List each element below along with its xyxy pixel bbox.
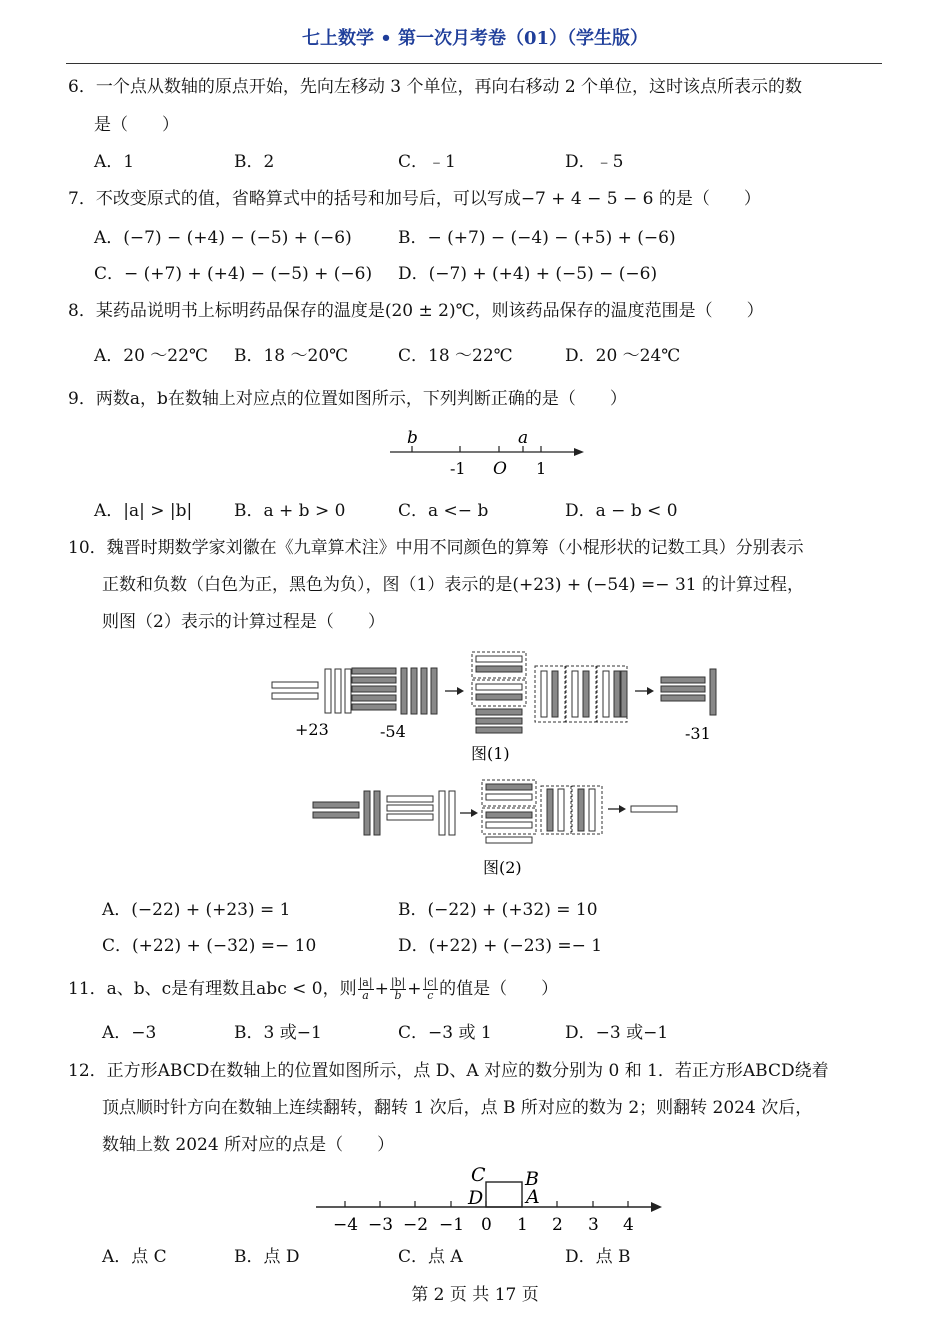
q12-arrow bbox=[651, 1202, 662, 1212]
q9-label-a: a bbox=[518, 428, 529, 448]
q12-option-c: C．点 A bbox=[398, 1247, 463, 1267]
q10-fig1-label-plus23: +23 bbox=[295, 720, 329, 739]
q8-option-d: D．20 ～24℃ bbox=[565, 346, 681, 366]
q6-option-a: A．1 bbox=[94, 152, 135, 172]
q11-option-d: D．−3 或−1 bbox=[565, 1023, 669, 1043]
q6-option-d: D．﹣5 bbox=[565, 152, 624, 172]
q10-stem-line3: 则图（2）表示的计算过程是（ ） bbox=[102, 612, 385, 632]
q12-tick-label: 2 bbox=[552, 1215, 563, 1235]
q12-option-a: A．点 C bbox=[102, 1247, 167, 1267]
q10-option-a: A．(−22) + (+23) = 1 bbox=[102, 900, 291, 920]
q9-option-a: A．|a| > |b| bbox=[94, 501, 193, 521]
q6-stem-line2: 是（ ） bbox=[94, 115, 179, 135]
q10-figure-1 bbox=[265, 647, 725, 767]
q8-option-c: C．18 ～22℃ bbox=[398, 346, 513, 366]
q12-stem-line1: 12．正方形ABCD在数轴上的位置如图所示，点 D、A 对应的数分别为 0 和 1．若正方形ABCD绕着 bbox=[68, 1061, 829, 1081]
q9-label-one: 1 bbox=[536, 459, 547, 478]
q9-option-b: B．a + b > 0 bbox=[234, 501, 346, 521]
q10-fig1-caption: 图(1) bbox=[471, 744, 510, 763]
q12-label-a: A bbox=[526, 1186, 540, 1208]
q10-fig1-label-minus31: -31 bbox=[685, 724, 711, 743]
q12-tick-label: 3 bbox=[588, 1215, 599, 1235]
q12-option-d: D．点 B bbox=[565, 1247, 631, 1267]
q10-fig2-caption: 图(2) bbox=[483, 858, 522, 877]
q9-label-neg1: -1 bbox=[450, 459, 466, 478]
q9-number-line bbox=[380, 424, 590, 482]
q10-option-d: D．(+22) + (−23) =− 1 bbox=[398, 936, 603, 956]
q11-stem: 11．a、b、c是有理数且abc < 0，则 $\frac{|a|}{a}$ + $\frac{|b|}{b}$ + $\frac{|c|}{c}$ 的值是（ ） bbox=[68, 976, 559, 1002]
q12-label-b: B bbox=[525, 1168, 539, 1190]
q12-tick-label: −2 bbox=[403, 1215, 429, 1235]
q11-stem-pre: 11．a、b、c是有理数且abc < 0，则 bbox=[68, 979, 357, 999]
q11-fraction-c: $\frac{|c|}{c}$ bbox=[423, 976, 438, 1002]
q7-option-d: D．(−7) + (+4) + (−5) − (−6) bbox=[398, 264, 658, 284]
q12-tick-label: −1 bbox=[439, 1215, 465, 1235]
q6-option-b: B．2 bbox=[234, 152, 275, 172]
q10-stem-line2: 正数和负数（白色为正，黑色为负），图（1）表示的是(+23) + (−54) =− 31 的计算过程， bbox=[102, 575, 804, 595]
q10-fig1-label-minus54: -54 bbox=[380, 722, 406, 741]
q10-figure-2 bbox=[305, 775, 685, 885]
q10-stem-line1: 10．魏晋时期数学家刘徽在《九章算术注》中用不同颜色的算筹（小棍形状的记数工具）分别表示 bbox=[68, 538, 804, 558]
q12-tick-label: 1 bbox=[517, 1215, 528, 1235]
q6-option-c: C．﹣1 bbox=[398, 152, 456, 172]
q6-stem-line1: 6．一个点从数轴的原点开始，先向左移动 3 个单位，再向右移动 2 个单位，这时该点所表示的数 bbox=[68, 77, 803, 97]
q9-label-b: b bbox=[407, 428, 418, 448]
q12-tick-label: −3 bbox=[368, 1215, 394, 1235]
q8-option-b: B．18 ～20℃ bbox=[234, 346, 349, 366]
q10-option-b: B．(−22) + (+32) = 10 bbox=[398, 900, 598, 920]
q11-option-b: B．3 或−1 bbox=[234, 1023, 322, 1043]
q12-square bbox=[486, 1182, 522, 1207]
q12-tick-label: −4 bbox=[333, 1215, 359, 1235]
q12-tick-label: 0 bbox=[481, 1215, 492, 1235]
q12-tick-label: 4 bbox=[623, 1215, 634, 1235]
q12-number-line bbox=[308, 1160, 668, 1236]
q7-option-c: C．− (+7) + (+4) − (−5) + (−6) bbox=[94, 264, 373, 284]
q8-option-a: A．20 ～22℃ bbox=[94, 346, 208, 366]
q10-option-c: C．(+22) + (−32) =− 10 bbox=[102, 936, 317, 956]
q9-arrow bbox=[574, 448, 584, 456]
q7-option-b: B．− (+7) − (−4) − (+5) + (−6) bbox=[398, 228, 676, 248]
q12-stem-line2: 顶点顺时针方向在数轴上连续翻转，翻转 1 次后，点 B 所对应的数为 2；则翻转 2024 次后， bbox=[102, 1098, 813, 1118]
q11-option-c: C．−3 或 1 bbox=[398, 1023, 492, 1043]
q9-option-d: D．a − b < 0 bbox=[565, 501, 678, 521]
q7-option-a: A．(−7) − (+4) − (−5) + (−6) bbox=[94, 228, 352, 248]
page-header: 七上数学 • 第一次月考卷（01）（学生版） bbox=[301, 28, 649, 49]
page-footer: 第 2 页 共 17 页 bbox=[411, 1285, 539, 1305]
q12-label-d: D bbox=[468, 1187, 484, 1209]
q9-option-c: C．a <− b bbox=[398, 501, 489, 521]
q11-fraction-b: $\frac{|b|}{b}$ bbox=[390, 976, 406, 1002]
q7-stem: 7．不改变原式的值，省略算式中的括号和加号后，可以写成−7 + 4 − 5 − 6 的是（ ） bbox=[68, 189, 761, 209]
q12-option-b: B．点 D bbox=[234, 1247, 300, 1267]
q11-option-a: A．−3 bbox=[102, 1023, 157, 1043]
q9-label-origin: O bbox=[493, 459, 507, 479]
q9-stem: 9．两数a，b在数轴上对应点的位置如图所示，下列判断正确的是（ ） bbox=[68, 389, 627, 409]
header-rule bbox=[66, 63, 882, 64]
q8-stem: 8．某药品说明书上标明药品保存的温度是(20 ± 2)℃，则该药品保存的温度范围是（ ） bbox=[68, 301, 764, 321]
q11-fraction-a: $\frac{|a|}{a}$ bbox=[358, 976, 373, 1002]
q11-stem-post: 的值是（ ） bbox=[439, 979, 559, 999]
q12-label-c: C bbox=[471, 1164, 486, 1186]
q12-stem-line3: 数轴上数 2024 所对应的点是（ ） bbox=[102, 1135, 395, 1155]
